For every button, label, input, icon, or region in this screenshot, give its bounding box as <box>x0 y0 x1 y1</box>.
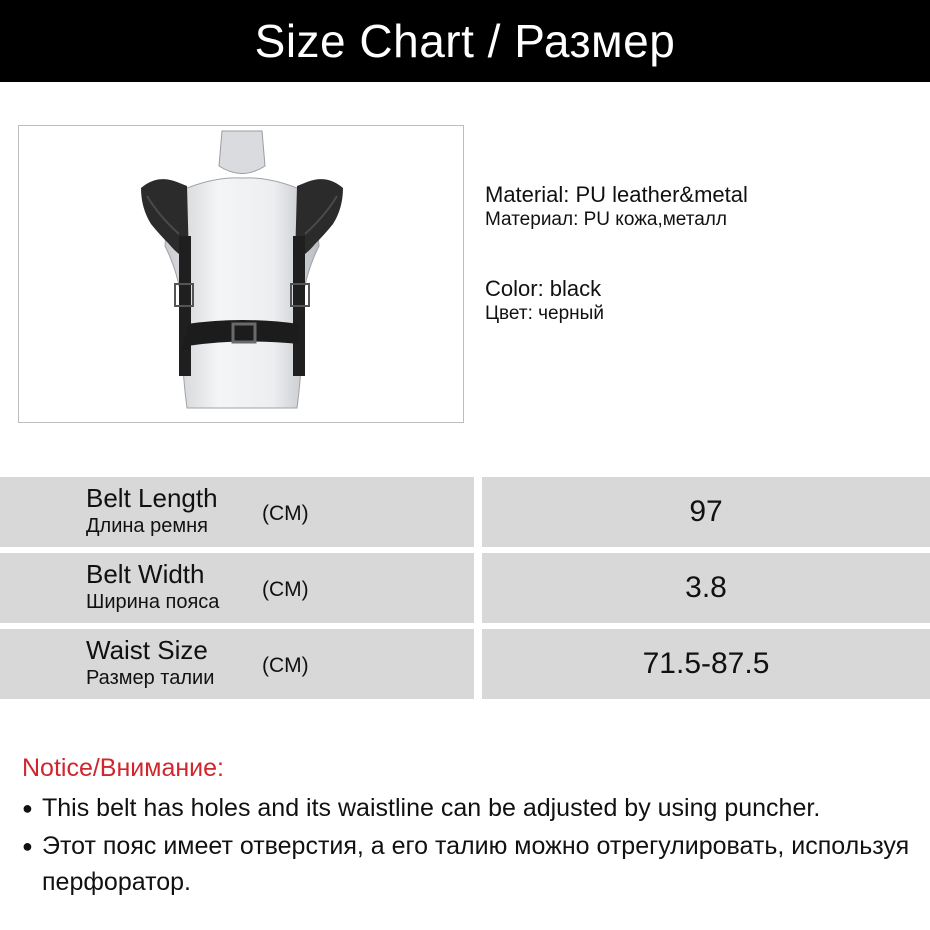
table-row <box>0 477 930 547</box>
notice-item <box>22 790 927 826</box>
row-label-en: Waist Size <box>86 635 208 665</box>
row-label-en: Belt Length <box>86 483 218 513</box>
color-label-ru: Цвет: черный <box>485 303 604 324</box>
bullet-icon: ● <box>22 836 33 856</box>
row-label-ru: Размер талии <box>86 667 215 689</box>
bullet-icon: ● <box>22 798 33 818</box>
row-value: 71.5-87.5 <box>482 629 930 699</box>
row-value: 3.8 <box>482 553 930 623</box>
notice-item <box>22 828 927 900</box>
row-unit: (CM) <box>262 502 309 525</box>
row-label-ru: Длина ремня <box>86 515 208 537</box>
row-label-en: Belt Width <box>86 559 205 589</box>
row-label-ru: Ширина пояса <box>86 591 220 613</box>
notice-text-en: This belt has holes and its waistline can be adjusted by using puncher. <box>42 794 821 822</box>
table-row <box>0 629 930 699</box>
row-label-cell <box>0 477 474 547</box>
row-unit: (CM) <box>262 654 309 677</box>
header-bar <box>0 0 930 82</box>
material-spec <box>485 182 748 232</box>
row-label-cell <box>0 629 474 699</box>
material-label-ru: Материал: PU кожа,металл <box>485 209 727 230</box>
color-label-en: Color: black <box>485 276 602 301</box>
material-label-en: Material: PU leather&metal <box>485 182 748 207</box>
product-photo <box>18 125 464 423</box>
notice-text-ru: Этот пояс имеет отверстия, а его талию можно отрегулировать, используя перфоратор. <box>42 832 910 896</box>
row-unit: (CM) <box>262 578 309 601</box>
row-label-cell <box>0 553 474 623</box>
page-title: Size Chart / Размер <box>254 15 676 67</box>
row-value: 97 <box>482 477 930 547</box>
harness-mannequin-image <box>19 126 464 423</box>
color-spec <box>485 276 604 326</box>
notice-title: Notice/Внимание: <box>22 754 224 782</box>
table-row <box>0 553 930 623</box>
